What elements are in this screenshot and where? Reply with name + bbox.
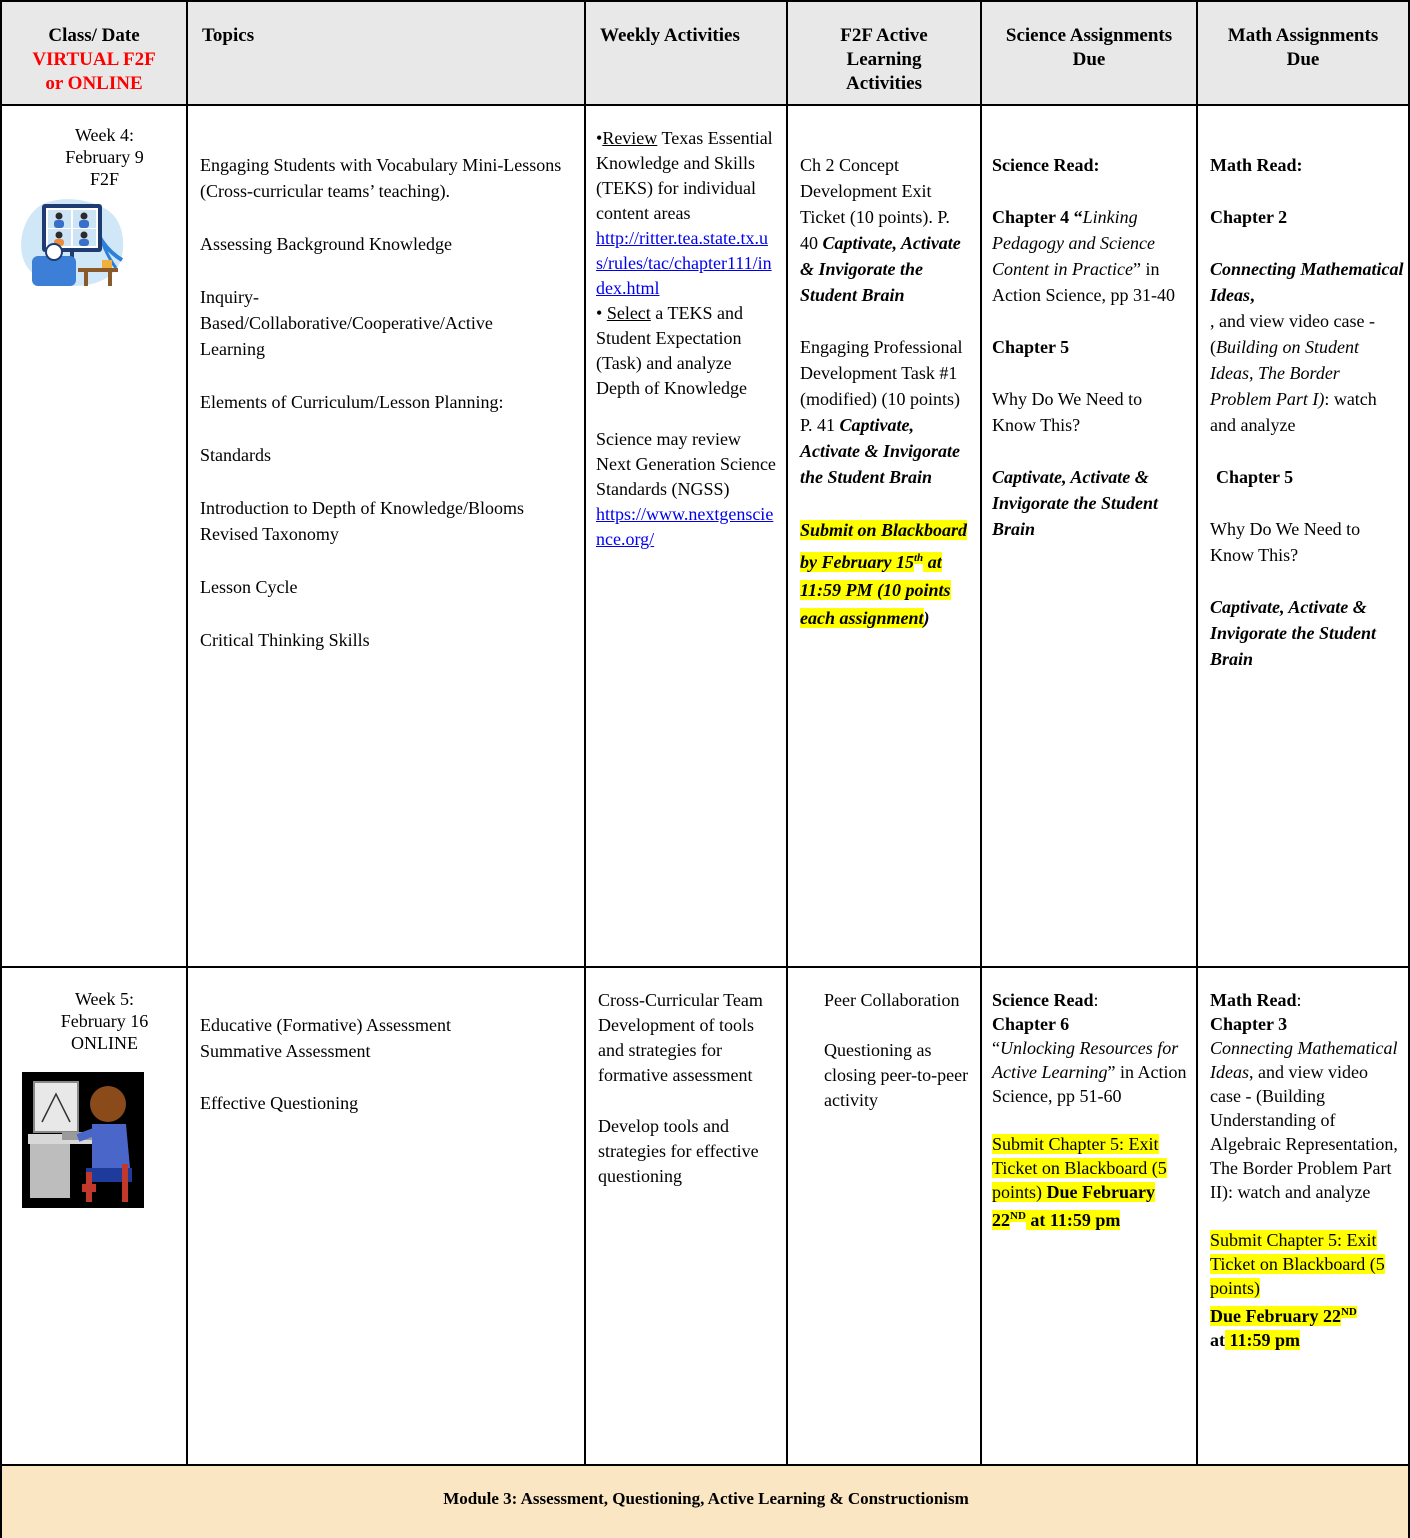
science-ch4-label: Chapter 4 “ — [992, 207, 1083, 227]
math-read-colon: : — [1296, 990, 1302, 1010]
weekly-cross-curricular: Cross-Curricular Team Development of tools and strategies for formative assessment — [598, 990, 763, 1085]
header-online-label: or ONLINE — [45, 73, 143, 94]
header-topics-label: Topics — [202, 25, 255, 46]
teks-link[interactable]: http://ritter.tea.state.tx.us/rules/tac/chapter111/index.html — [596, 228, 772, 298]
week5-math-cell — [1198, 968, 1410, 1466]
science-read-label: Science Read: — [992, 155, 1100, 175]
science-due-time: at 11:59 pm — [1025, 1210, 1121, 1230]
science-ngss-text: Science may review Next Generation Science Standards (NGSS) — [596, 429, 776, 499]
week4-science-cell — [982, 106, 1198, 968]
ngss-link[interactable]: https://www.nextgenscience.org/ — [596, 504, 774, 549]
science-due-text: Due February 22 — [992, 1182, 1155, 1230]
week5-date-cell — [2, 968, 188, 1466]
header-f2f — [788, 2, 982, 106]
topic-curriculum-elements: Elements of Curriculum/Lesson Planning: — [200, 392, 504, 412]
science-ch4-title: Linking Pedagogy and Science Content in Practice — [992, 207, 1155, 279]
f2f-peer-collaboration: Peer Collaboration — [824, 990, 960, 1010]
week4-weekly-cell — [586, 106, 788, 968]
weekly-develop-tools: Develop tools and strategies for effective questioning — [598, 1116, 759, 1186]
week4-date: February 9 — [65, 147, 144, 167]
student-at-computer-icon — [22, 1072, 144, 1208]
math-video-intro: , and view video case - ( — [1210, 311, 1375, 357]
review-text: Texas Essential Knowledge and Skills (TEKS) for individual content areas — [596, 128, 773, 223]
topic-inquiry-learning: Inquiry-Based/Collaborative/Cooperative/Active Learning — [200, 287, 493, 359]
math-ch3-label: Chapter 3 — [1210, 1014, 1288, 1034]
science-read-colon: : — [1093, 990, 1099, 1010]
topic-standards: Standards — [200, 445, 271, 465]
math-video-tail: : watch and analyze — [1210, 389, 1377, 435]
week5-topics-cell — [188, 968, 586, 1466]
header-topics — [188, 2, 586, 106]
science-read-label-2: Science Read — [992, 990, 1094, 1010]
module-banner — [2, 1466, 1410, 1538]
week5-label: Week 5: — [74, 989, 135, 1009]
week4-topics-cell — [188, 106, 586, 968]
header-f2f-label-3: Activities — [846, 73, 922, 94]
submit-note-b: at 11:59 PM (10 points each assignment — [800, 552, 951, 628]
week4-mode: F2F — [89, 169, 120, 189]
submit-note-a: Submit on Blackboard by February 15 — [800, 520, 968, 572]
week5-date: February 16 — [60, 1011, 149, 1031]
week5-f2f-cell — [788, 968, 982, 1466]
header-class-date-label: Class/ Date — [48, 25, 140, 46]
select-verb: Select — [606, 303, 651, 323]
math-book-title-3: Connecting Mathematical Ideas — [1210, 1038, 1398, 1082]
math-due-time: 11:59 pm — [1225, 1330, 1301, 1350]
science-ch5-label: Chapter 5 — [992, 337, 1070, 357]
submit-note-sup: th — [914, 552, 924, 564]
science-ch6-label: Chapter 6 — [992, 1014, 1070, 1034]
math-submit-text: Submit Chapter 5: Exit Ticket on Blackboard (5 points) — [1210, 1230, 1385, 1298]
header-weekly-label: Weekly Activities — [600, 25, 740, 46]
math-ch2-label: Chapter 2 — [1210, 207, 1288, 227]
header-weekly — [586, 2, 788, 106]
week5-mode: ONLINE — [71, 1033, 138, 1053]
module-title: Module 3: Assessment, Questioning, Active Learning & Constructionism — [443, 1489, 969, 1508]
book-title-1: Captivate, Activate & Invigorate the Student Brain — [800, 233, 961, 305]
math-video-title: Building on Student Ideas, The Border Problem Part I) — [1210, 337, 1359, 409]
topic-depth-of-knowledge: Introduction to Depth of Knowledge/Blooms Revised Taxonomy — [200, 498, 524, 544]
math-read-label-2: Math Read — [1210, 990, 1297, 1010]
science-ch6-rest: ” in Action Science, pp 51-60 — [992, 1062, 1187, 1106]
weekly-bullet-select: • Select a TEKS and Student Expectation (Task) and analyze Depth of Knowledge — [596, 303, 747, 398]
topic-vocabulary: Engaging Students with Vocabulary Mini-Lessons (Cross-curricular teams’ teaching). — [200, 155, 562, 201]
week5-weekly-cell — [586, 968, 788, 1466]
exit-ticket-text: Ch 2 Concept Development Exit Ticket (10 points). P. 40 — [800, 155, 950, 253]
header-f2f-label-2: Learning — [846, 49, 922, 70]
math-ch5-question: Why Do We Need to Know This? — [1210, 519, 1361, 565]
header-math — [1198, 2, 1410, 106]
header-f2f-label-1: F2F Active — [840, 25, 928, 46]
math-book-title-2: Captivate, Activate & Invigorate the Student Brain — [1210, 597, 1377, 669]
week4-date-cell — [2, 106, 188, 968]
header-math-label-2: Due — [1286, 49, 1320, 70]
science-due-sup: ND — [1010, 1210, 1026, 1222]
math-ch5-label: Chapter 5 — [1216, 467, 1294, 487]
week4-math-cell — [1198, 106, 1410, 968]
pd-task-text: Engaging Professional Development Task #1 (modified) (10 points) P. 41 — [800, 337, 963, 435]
math-due-text: Due February 22 — [1210, 1306, 1341, 1326]
topic-critical-thinking: Critical Thinking Skills — [200, 630, 370, 650]
math-due-at: at — [1210, 1330, 1225, 1350]
topic-summative-assessment: Summative Assessment — [200, 1041, 371, 1061]
topic-formative-assessment: Educative (Formative) Assessment — [200, 1015, 451, 1035]
science-ch4-rest: ” in Action Science, pp 31-40 — [992, 259, 1175, 305]
math-comma: , — [1250, 285, 1255, 305]
science-ch6-open-quote: “ — [992, 1038, 1000, 1058]
book-title-2: Captivate, Activate & Invigorate the Student Brain — [800, 415, 960, 487]
week4-f2f-cell — [788, 106, 982, 968]
header-science-label-1: Science Assignments — [1005, 25, 1173, 46]
science-submit-text: Submit Chapter 5: Exit Ticket on Blackboard (5 points) — [992, 1134, 1167, 1202]
math-ch3-rest: , and view video case - (Building Understanding of Algebraic Representation, The Border Problem Part II): watch and analyze — [1210, 1062, 1398, 1202]
topic-lesson-cycle: Lesson Cycle — [200, 577, 298, 597]
week4-label: Week 4: — [74, 125, 135, 145]
math-submit-note — [1210, 1228, 1402, 1352]
science-submit-note — [992, 1132, 1187, 1232]
math-book-title: Connecting Mathematical Ideas — [1210, 259, 1404, 305]
video-conference-illustration-icon — [18, 194, 128, 290]
science-ch5-question: Why Do We Need to Know This? — [992, 389, 1143, 435]
header-science — [982, 2, 1198, 106]
topic-background-knowledge: Assessing Background Knowledge — [200, 234, 452, 254]
header-class-date — [2, 2, 188, 106]
science-book-title: Captivate, Activate & Invigorate the Student Brain — [992, 467, 1159, 539]
header-virtual-f2f-label: VIRTUAL F2F — [32, 49, 156, 70]
header-math-label-1: Math Assignments — [1227, 25, 1379, 46]
weekly-bullet-review: •Review Texas Essential Knowledge and Skills (TEKS) for individual content areas — [596, 128, 773, 223]
review-verb: Review — [602, 128, 658, 148]
math-due-sup: ND — [1340, 1306, 1357, 1318]
header-science-label-2: Due — [1072, 49, 1106, 70]
submit-note — [800, 516, 972, 632]
select-text: a TEKS and Student Expectation (Task) and analyze Depth of Knowledge — [596, 303, 747, 398]
math-read-label: Math Read: — [1210, 155, 1303, 175]
science-ch6-title: Unlocking Resources for Active Learning — [992, 1038, 1179, 1082]
topic-effective-questioning: Effective Questioning — [200, 1093, 359, 1113]
week5-science-cell — [982, 968, 1198, 1466]
f2f-questioning-closing: Questioning as closing peer-to-peer activity — [824, 1040, 969, 1110]
submit-note-c: ) — [923, 608, 930, 628]
